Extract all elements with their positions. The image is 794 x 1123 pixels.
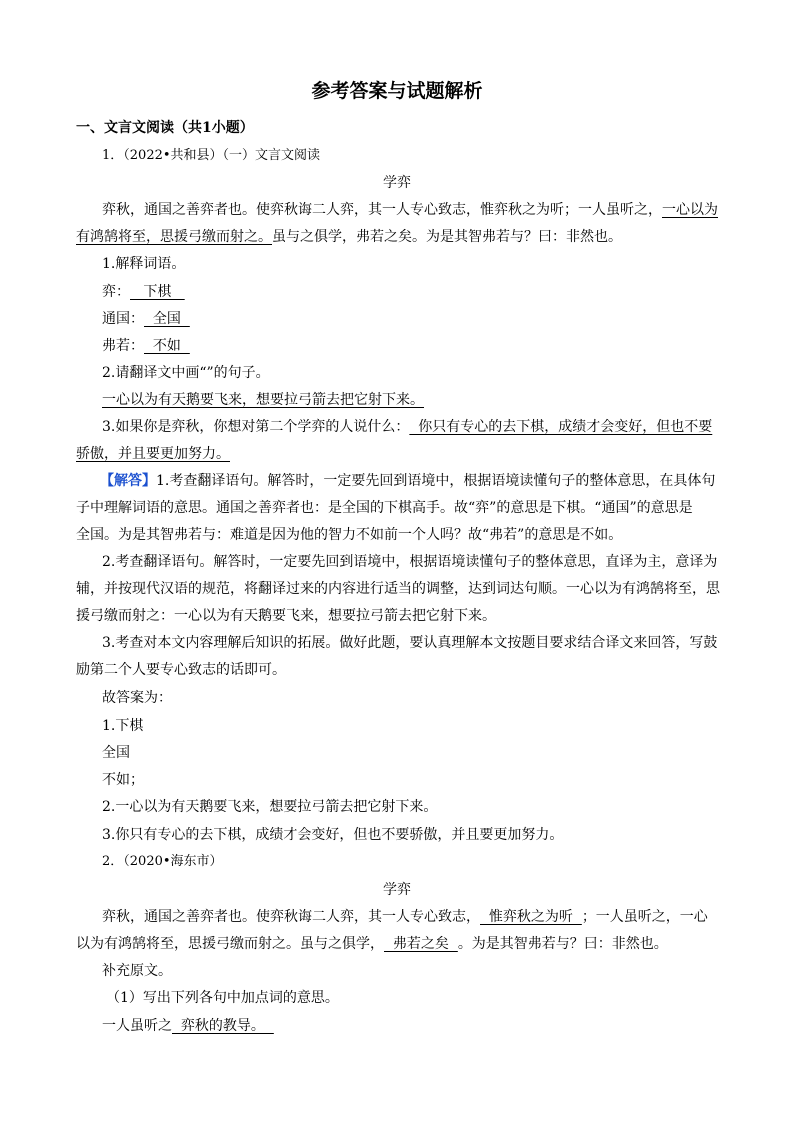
final-answer-item: 3.你只有专心的去下棋，成绩才会变好，但也不要骄傲，并且要更加努力。 — [102, 827, 564, 843]
q2-passage-text: 。为是其智弗若与？曰：非然也。 — [457, 936, 668, 952]
analysis-text: 辅，并按现代汉语的规范，将翻译过来的内容进行适当的调整，达到词达句顺。一心以为有鸿鹄将至，思 — [76, 581, 720, 597]
section-heading: 一、文言文阅读（共1小题） — [76, 120, 254, 136]
word-answer: 不如 — [144, 338, 190, 354]
analysis-para-1 — [100, 471, 715, 491]
q2-sub1-text: 一人虽听之 — [102, 1018, 172, 1034]
q1-sub2-answer: 一心以为有天鹅要飞来，想要拉弓箭去把它射下来。 — [102, 392, 424, 408]
analysis-text: 援弓缴而射之：一心以为有天鹅要飞来，想要拉弓箭去把它射下来。 — [76, 608, 496, 624]
analysis-para-3: 3.考查对本文内容理解后知识的拓展。做好此题，要认真理解本文按题目要求结合译文来回答，写鼓 — [102, 635, 718, 651]
q2-supplement: 补充原文。 — [102, 963, 172, 979]
word-label: 弈： — [102, 284, 130, 300]
q1-header: 1．（2022•共和县）（一）文言文阅读 — [102, 148, 321, 163]
q2-passage-text: 弈秋，通国之善弈者也。使弈秋诲二人弈，其一人专心致志， — [102, 909, 480, 925]
q1-passage-line-2 — [76, 227, 622, 247]
final-answer-item: 1.下棋 — [102, 718, 144, 734]
word-label: 弗若： — [102, 338, 144, 354]
q2-passage-title: 学弈 — [383, 882, 411, 898]
q1-passage-text: 虽与之俱学，弗若之矣。为是其智弗若与？曰：非然也。 — [272, 229, 622, 245]
page-title: 参考答案与试题解析 — [311, 80, 483, 102]
q2-blank-answer: 弗若之矣 — [384, 936, 458, 952]
analysis-para-2: 2.考查翻译语句。解答时，一定要先回到语境中，根据语境读懂句子的整体意思，直译为主，意译为 — [102, 554, 718, 570]
q1-passage-underlined: 一心以为 — [662, 202, 718, 218]
q2-sub1: （1）写出下列各句中加点词的意思。 — [106, 990, 339, 1006]
q2-sub1-line — [102, 1016, 274, 1036]
q2-blank-answer: 惟弈秋之为听 — [480, 909, 582, 925]
analysis-text: 励第二个人要专心致志的话即可。 — [76, 662, 286, 678]
final-answer-item: 不如； — [102, 772, 144, 788]
word-answer: 下棋 — [130, 284, 185, 300]
q2-passage-text: ；一人虽听之，一心 — [581, 909, 708, 925]
q2-passage-line-2 — [76, 934, 668, 954]
q1-passage-underlined: 有鸿鹄将至，思援弓缴而射之。 — [76, 229, 272, 245]
analysis-tag: 【解答】 — [100, 473, 156, 489]
q1-passage-line-1 — [102, 200, 718, 220]
q1-sub1: 1.解释词语。 — [102, 256, 186, 272]
q1-sub3-answer-cont: 骄傲，并且要更加努力。 — [76, 446, 230, 462]
analysis-text: 1.考查翻译语句。解答时，一定要先回到语境中，根据语境读懂句子的整体意思，在具体句 — [156, 473, 716, 489]
final-answer-label: 故答案为： — [102, 690, 172, 706]
q1-passage-title: 学弈 — [383, 175, 411, 191]
final-answer-item: 2.一心以为有天鹅要飞来，想要拉弓箭去把它射下来。 — [102, 799, 438, 815]
q2-passage-text: 以为有鸿鹄将至，思援弓缴而射之。虽与之俱学， — [76, 936, 384, 952]
analysis-text: 全国。为是其智弗若与：难道是因为他的智力不如前一个人吗？故“弗若”的意思是不如。 — [76, 527, 623, 543]
word-label: 通国： — [102, 311, 144, 327]
q2-passage-line-1 — [102, 907, 708, 927]
q1-passage-text: 弈秋，通国之善弈者也。使弈秋诲二人弈，其一人专心致志，惟弈秋之为听；一人虽听之， — [102, 202, 662, 218]
q1-word-2 — [102, 309, 190, 329]
q1-sub3-answer: 你只有专心的去下棋，成绩才会变好，但也不要 — [409, 419, 713, 435]
q2-sub1-answer: 弈秋的教导。 — [172, 1018, 274, 1034]
q1-word-3 — [102, 336, 190, 356]
word-answer: 全国 — [144, 311, 190, 327]
q1-sub2: 2.请翻译文中画“”的句子。 — [102, 365, 270, 381]
q1-sub3-question: 3.如果你是弈秋，你想对第二个学弈的人说什么： — [102, 419, 410, 435]
analysis-text: 子中理解词语的意思。通国之善弈者也：是全国的下棋高手。故“弈”的意思是下棋。“通国”的意思是 — [76, 500, 693, 516]
q1-sub3 — [102, 417, 712, 437]
q2-header: 2．（2020•海东市） — [102, 854, 223, 869]
q1-word-1 — [102, 282, 185, 302]
final-answer-item: 全国 — [102, 745, 130, 761]
